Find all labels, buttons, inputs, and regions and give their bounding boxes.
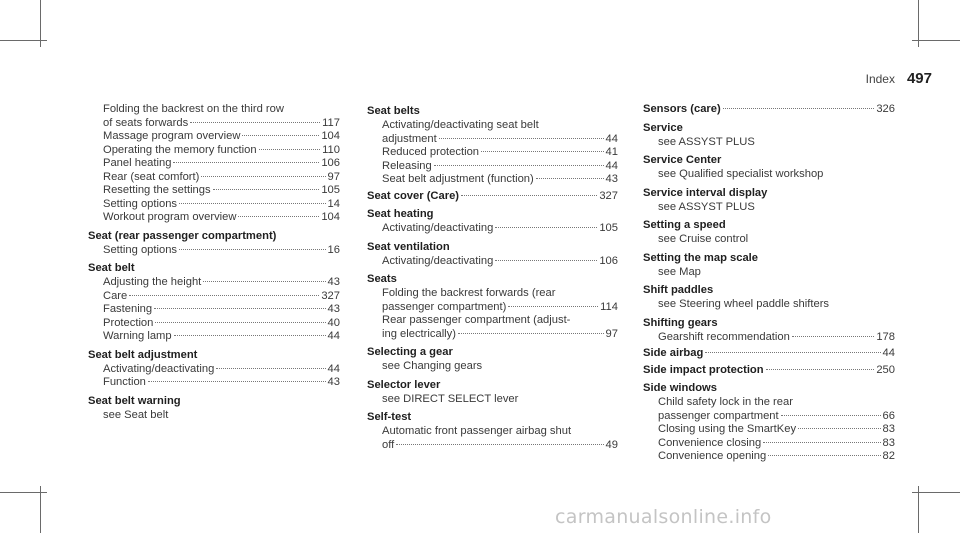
index-term-entry[interactable]: Seat cover (Care) 327 <box>367 189 618 202</box>
see-reference[interactable]: see ASSYST PLUS <box>658 135 755 148</box>
page-ref: 43 <box>327 376 340 388</box>
page-ref: 44 <box>605 159 618 172</box>
index-entry[interactable]: ing electrically) 97 <box>382 327 618 340</box>
index-entry[interactable]: Releasing 44 <box>382 159 618 172</box>
page-ref: 97 <box>327 170 340 183</box>
index-term: Seat belt <box>88 262 135 274</box>
index-term: Side windows <box>643 382 717 394</box>
page-ref: 16 <box>327 243 340 256</box>
see-reference[interactable]: see Map <box>658 265 701 278</box>
index-entry[interactable]: Setting options 16 <box>103 243 340 256</box>
index-term-entry[interactable]: Side airbag 44 <box>643 347 895 359</box>
page-ref: 83 <box>882 423 895 435</box>
index-column-2 <box>367 103 618 452</box>
index-entry[interactable]: Activating/deactivating 106 <box>382 254 618 267</box>
index-entry[interactable]: off 49 <box>382 438 618 451</box>
index-term: Seats <box>367 273 397 285</box>
see-reference[interactable]: see DIRECT SELECT lever <box>382 392 519 405</box>
index-entry[interactable]: Panel heating 106 <box>103 157 340 169</box>
index-term: Self-test <box>367 411 412 423</box>
crop-mark-tr-h <box>912 40 960 41</box>
index-subentry: Folding the backrest on the third row <box>103 103 284 115</box>
index-term: Setting the map scale <box>643 251 759 264</box>
see-reference[interactable]: see Cruise control <box>658 233 749 245</box>
index-entry[interactable]: Adjusting the height 43 <box>103 276 340 288</box>
index-entry[interactable]: Fastening 43 <box>103 303 340 315</box>
crop-mark-br-v <box>918 486 919 533</box>
page-ref: 43 <box>605 173 618 185</box>
index-entry[interactable]: Resetting the settings 105 <box>103 184 340 196</box>
see-reference[interactable]: see Changing gears <box>382 360 483 372</box>
index-term: Service <box>643 121 683 134</box>
watermark: carmanualsonline.info <box>555 506 772 528</box>
index-entry[interactable]: Operating the memory function 110 <box>103 143 340 156</box>
index-term: Selector lever <box>367 378 441 391</box>
page-ref: 97 <box>605 327 618 340</box>
page-ref: 40 <box>327 316 340 329</box>
page-ref: 44 <box>327 330 340 342</box>
index-column-1 <box>88 103 340 422</box>
index-term-entry[interactable]: Side impact protection 250 <box>643 363 895 376</box>
index-entry[interactable]: Setting options 14 <box>103 197 340 210</box>
index-entry[interactable]: Convenience opening 82 <box>658 450 895 462</box>
page-number: 497 <box>906 70 932 87</box>
page-ref: 106 <box>599 254 618 267</box>
index-subentry: Rear passenger compartment (adjust- <box>382 314 571 326</box>
index-entry[interactable]: Protection 40 <box>103 316 340 329</box>
index-entry[interactable]: of seats forwards 117 <box>103 116 340 129</box>
page-ref: 14 <box>327 197 340 210</box>
index-entry[interactable]: passenger compartment 66 <box>658 409 895 422</box>
index-term: Service Center <box>643 154 722 166</box>
index-term: Shift paddles <box>643 284 714 296</box>
index-subentry: Activating/deactivating seat belt <box>382 119 539 131</box>
crop-mark-bl-h <box>0 492 47 493</box>
index-term: Setting a speed <box>643 219 726 231</box>
page-ref: 327 <box>599 189 618 202</box>
index-subentry: Folding the backrest forwards (rear <box>382 287 556 299</box>
index-entry[interactable]: Closing using the SmartKey 83 <box>658 423 895 435</box>
index-entry[interactable]: Warning lamp 44 <box>103 330 340 342</box>
index-term: Seat belts <box>367 105 420 117</box>
index-term: Seat (rear passenger compartment) <box>88 229 277 242</box>
page-ref: 43 <box>327 303 340 315</box>
page-ref: 44 <box>327 362 340 375</box>
index-entry[interactable]: Massage program overview 104 <box>103 130 340 142</box>
page-ref: 43 <box>327 276 340 288</box>
index-term: Seat belt adjustment <box>88 348 198 361</box>
see-reference[interactable]: see Steering wheel paddle shifters <box>658 298 830 310</box>
see-reference[interactable]: see Qualified specialist workshop <box>658 168 824 180</box>
index-term: Seat ventilation <box>367 240 450 253</box>
index-entry[interactable]: Care 327 <box>103 289 340 302</box>
page-ref: 250 <box>876 363 895 376</box>
index-term: Selecting a gear <box>367 346 453 358</box>
page-ref: 106 <box>321 157 340 169</box>
index-term: Shifting gears <box>643 316 718 329</box>
index-term: Service interval display <box>643 186 768 199</box>
page-ref: 105 <box>321 184 340 196</box>
index-term-entry[interactable]: Sensors (care) 326 <box>643 103 895 115</box>
index-entry[interactable]: Seat belt adjustment (function) 43 <box>382 173 618 185</box>
index-entry[interactable]: Gearshift recommendation 178 <box>658 330 895 343</box>
see-reference[interactable]: see ASSYST PLUS <box>658 200 755 213</box>
index-term: Seat heating <box>367 208 434 220</box>
page-header <box>866 70 932 87</box>
page-ref: 44 <box>605 132 618 145</box>
index-subentry: Child safety lock in the rear <box>658 396 793 408</box>
page-ref: 41 <box>605 146 618 158</box>
index-entry[interactable]: passenger compartment) 114 <box>382 300 618 313</box>
page-ref: 44 <box>882 347 895 359</box>
page-ref: 327 <box>321 289 340 302</box>
page-ref: 105 <box>599 222 618 234</box>
page-ref: 114 <box>600 300 618 313</box>
index-entry[interactable]: Rear (seat comfort) 97 <box>103 170 340 183</box>
crop-mark-br-h <box>912 492 960 493</box>
page-ref: 104 <box>321 211 340 223</box>
page-ref: 110 <box>322 143 340 156</box>
index-entry[interactable]: adjustment 44 <box>382 132 618 145</box>
page-ref: 104 <box>321 130 340 142</box>
index-entry[interactable]: Workout program overview 104 <box>103 211 340 223</box>
see-reference[interactable]: see Seat belt <box>103 408 169 421</box>
crop-mark-bl-v <box>40 486 41 533</box>
page-ref: 83 <box>882 436 895 449</box>
page-ref: 82 <box>882 450 895 462</box>
index-subentry: Automatic front passenger airbag shut <box>382 425 572 437</box>
page-ref: 49 <box>605 438 618 451</box>
page-ref: 178 <box>876 330 895 343</box>
index-entry[interactable]: Activating/deactivating 44 <box>103 362 340 375</box>
page-ref: 326 <box>876 103 895 115</box>
index-entry[interactable]: Convenience closing 83 <box>658 436 895 449</box>
page-ref: 117 <box>322 116 340 129</box>
crop-mark-tl-h <box>0 40 47 41</box>
index-entry[interactable]: Activating/deactivating 105 <box>382 222 618 234</box>
index-term: Seat belt warning <box>88 394 181 407</box>
index-entry[interactable]: Function 43 <box>103 376 340 388</box>
index-entry[interactable]: Reduced protection 41 <box>382 146 618 158</box>
index-label: Index <box>865 72 895 86</box>
index-column-3 <box>643 103 895 464</box>
page-ref: 66 <box>882 409 895 422</box>
